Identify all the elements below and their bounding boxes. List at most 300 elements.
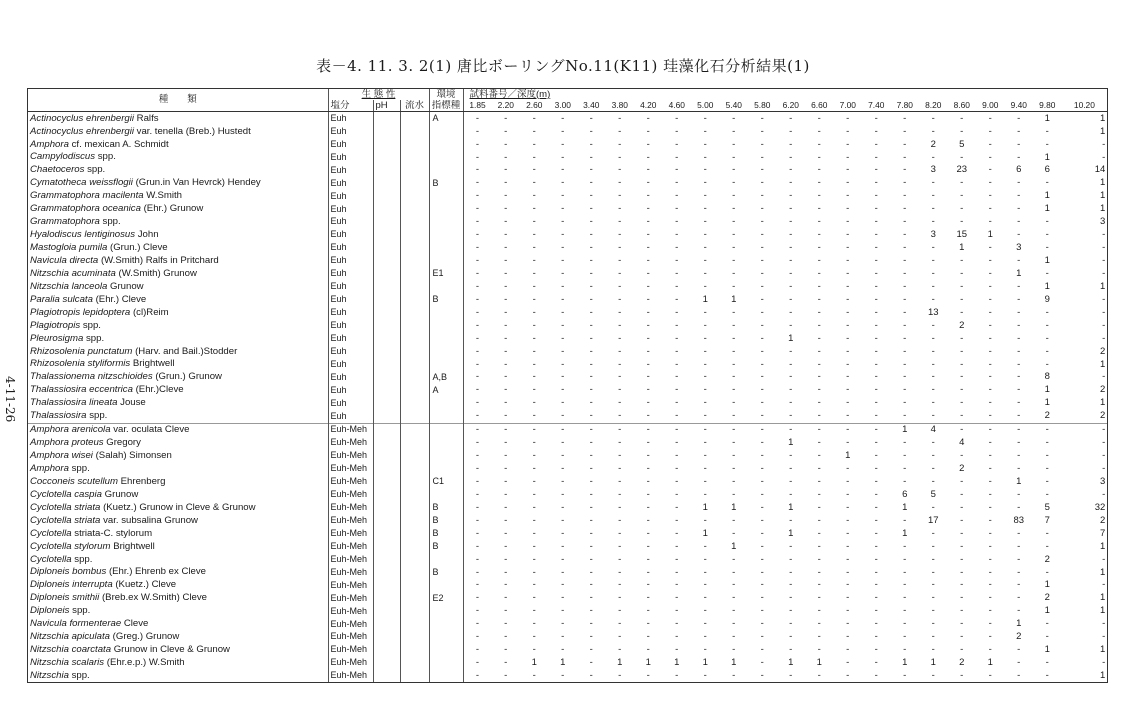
count-cell: - [589,566,593,578]
count-cell: - [931,437,935,449]
count-cell: - [988,463,992,475]
count-cell: 8 [1044,371,1050,383]
flow-cell [400,112,429,125]
salinity-cell: Euh [328,306,373,319]
count-cell: - [703,332,707,344]
flow-cell [400,579,429,592]
env-indicator-cell [429,436,463,449]
species-name [28,462,328,475]
count-cell: - [618,267,622,279]
count-cell: - [618,501,622,513]
count-cell: 13 [927,306,939,318]
count-cell: - [561,644,565,656]
count-cell: - [1017,501,1021,513]
count-cell: - [789,358,793,370]
count-cell: - [703,514,707,526]
count-cell: - [646,605,650,617]
count-cell: - [532,358,536,370]
count-cell: - [988,631,992,643]
count-cell: - [903,397,907,409]
table-row [28,397,1107,410]
count-cell: - [1017,644,1021,656]
ph-cell [373,306,400,319]
count-cell: - [1102,255,1106,267]
flow-cell [400,475,429,488]
count-cell: - [532,319,536,331]
count-cell: - [1102,579,1106,591]
count-cell: - [703,190,707,202]
count-cell: - [874,605,878,617]
count-cell: - [504,280,508,292]
table-row [28,566,1107,579]
count-cell: - [732,229,736,241]
count-cell: - [817,345,821,357]
env-indicator-cell [429,190,463,203]
count-cell: - [703,384,707,396]
flow-cell [400,216,429,229]
count-cell: - [931,112,935,124]
count-cell: - [874,112,878,124]
count-cell: - [931,358,935,370]
count-cell: - [475,280,480,292]
species-binomial: Diploneis interrupta [30,579,113,591]
count-cell: - [805,423,834,436]
species-binomial: Navicula formenterae [30,618,122,630]
species-author: Ehrenberg [120,475,166,487]
count-cell: - [504,125,508,137]
salinity-cell: Euh [328,332,373,345]
count-cell: - [789,242,793,254]
count-cell: - [846,345,850,357]
species-name [28,488,328,501]
flow-cell [400,384,429,397]
count-cell: - [1045,670,1049,682]
species-name [28,384,328,397]
species-binomial: Grammatophora [30,216,100,228]
flow-cell [400,656,429,669]
count-cell: - [589,229,593,241]
count-cell: - [475,501,480,513]
count-cell: - [561,190,565,202]
species-name [28,332,328,345]
count-cell: - [675,540,679,552]
species-author: spp. [102,216,121,228]
count-cell: - [931,332,935,344]
count-cell: - [817,450,821,462]
salinity-cell: Euh [328,410,373,423]
count-cell: - [561,384,565,396]
count-cell: - [960,579,964,591]
count-cell: 1 [731,657,737,669]
salinity-cell: Euh [328,203,373,216]
count-cell: 3 [930,229,936,241]
count-cell: 1 [1099,605,1106,617]
count-cell: - [532,190,536,202]
ph-cell [373,319,400,332]
count-cell: - [874,553,878,565]
flow-cell [400,358,429,371]
salinity-cell: Euh-Meh [328,462,373,475]
count-cell: - [589,657,593,669]
count-cell: - [475,579,480,591]
count-cell: - [732,203,736,215]
count-cell: - [960,670,964,682]
species-author: spp. [87,164,106,176]
count-cell: - [532,605,536,617]
count-cell: - [675,216,679,228]
count-cell: - [988,450,992,462]
count-cell: - [549,423,578,436]
count-cell: - [931,631,935,643]
env-indicator-cell: E2 [429,592,463,605]
ph-cell [373,371,400,384]
count-cell: - [903,255,907,267]
count-cell: - [976,423,1005,436]
ph-cell [373,592,400,605]
count-cell: - [732,164,736,176]
count-cell: - [846,319,850,331]
species-binomial: Nitzschia acuminata [30,267,116,279]
count-cell: - [703,488,707,500]
count-cell: - [1045,527,1049,539]
count-cell: - [732,450,736,462]
count-cell: 14 [1094,164,1106,176]
count-cell: 1 [1099,644,1106,656]
count-cell: - [789,190,793,202]
count-cell: - [760,463,764,475]
count-cell: - [475,618,480,630]
salinity-cell: Euh [328,125,373,138]
table-row [28,553,1107,566]
count-cell: - [874,242,878,254]
count-cell: - [960,151,964,163]
count-cell: - [960,293,964,305]
salinity-cell: Euh [328,228,373,241]
count-cell: - [732,255,736,267]
count-cell: - [504,475,508,487]
salinity-cell: Euh-Meh [328,501,373,514]
salinity-cell: Euh [328,190,373,203]
count-cell: - [1017,151,1021,163]
header-row-top [28,89,1107,100]
count-cell: - [988,501,992,513]
count-cell: - [988,410,992,422]
count-cell: - [475,463,480,475]
count-cell: - [846,501,850,513]
count-cell: - [903,644,907,656]
count-cell: - [988,177,992,189]
count-cell: - [960,631,964,643]
count-cell: - [817,553,821,565]
count-cell: - [988,397,992,409]
count-cell: 17 [927,514,939,526]
salinity-cell: Euh-Meh [328,423,373,436]
count-cell: - [874,540,878,552]
count-cell: - [561,553,565,565]
count-cell: - [760,151,764,163]
count-cell: - [903,151,907,163]
count-cell: 2 [1044,410,1050,422]
count-cell: - [646,345,650,357]
count-cell: - [988,345,992,357]
count-cell: - [561,280,565,292]
flow-cell [400,293,429,306]
species-author: Ralfs [136,112,159,124]
count-cell: - [874,657,878,669]
count-cell: - [903,384,907,396]
count-cell: - [561,631,565,643]
count-cell: 1 [816,657,822,669]
count-cell: - [789,397,793,409]
count-cell: - [646,138,650,150]
count-cell: - [646,631,650,643]
flow-cell [400,177,429,190]
count-cell: - [846,306,850,318]
count-cell: - [988,540,992,552]
count-cell: - [646,229,650,241]
species-binomial: Cocconeis scutellum [30,475,118,487]
count-cell: - [646,203,650,215]
count-cell: - [846,670,850,682]
count-cell: - [903,579,907,591]
count-cell: - [646,566,650,578]
count-cell: - [846,125,850,137]
salinity-cell: Euh-Meh [328,656,373,669]
count-cell: - [903,293,907,305]
count-cell: - [646,437,650,449]
count-cell: - [817,501,821,513]
count-cell: - [1017,203,1021,215]
count-cell: 1 [1016,475,1022,487]
count-cell: - [675,450,679,462]
count-cell: 1 [1099,540,1106,552]
count-cell: - [589,450,593,462]
depth-header: 5.80 [748,100,777,112]
count-cell: - [988,488,992,500]
count-cell: - [789,670,793,682]
count-cell: - [475,138,480,150]
count-cell: - [789,384,793,396]
count-cell: - [532,397,536,409]
diatom-analysis-table [28,89,1107,682]
count-cell: - [874,618,878,630]
count-cell: - [475,566,480,578]
count-cell: - [589,242,593,254]
species-author: spp. [74,553,93,565]
count-cell: - [988,267,992,279]
count-cell: - [874,475,878,487]
count-cell: - [561,306,565,318]
count-cell: - [988,164,992,176]
count-cell: - [988,527,992,539]
salinity-cell: Euh [328,319,373,332]
flow-cell [400,254,429,267]
count-cell: - [760,293,764,305]
count-cell: - [618,527,622,539]
count-cell: - [903,437,907,449]
salinity-cell: Euh [328,112,373,125]
count-cell: - [675,579,679,591]
species-binomial: Hyalodiscus lentiginosus [30,229,136,241]
salinity-cell: Euh [328,345,373,358]
count-cell: - [988,151,992,163]
count-cell: - [1017,125,1021,137]
count-cell: - [475,306,480,318]
count-cell: - [1017,332,1021,344]
env-indicator-cell: A,B [429,371,463,384]
count-cell: - [760,345,764,357]
species-name [28,579,328,592]
env-indicator-cell: B [429,501,463,514]
ph-cell [373,203,400,216]
depth-header: 2.20 [492,100,521,112]
count-cell: - [703,255,707,267]
species-author: var. subsalina Grunow [103,514,198,526]
count-cell: - [846,410,850,422]
count-cell: - [532,437,536,449]
count-cell: - [618,397,622,409]
flow-cell [400,267,429,280]
count-cell: - [703,592,707,604]
count-cell: - [817,475,821,487]
count-cell: - [532,527,536,539]
count-cell: - [532,371,536,383]
count-cell: 2 [959,319,965,331]
ph-cell [373,332,400,345]
count-cell: - [561,371,565,383]
count-cell: - [760,164,764,176]
count-cell: - [618,514,622,526]
count-cell: - [931,579,935,591]
count-cell: - [532,488,536,500]
count-cell: - [960,644,964,656]
count-cell: - [532,579,536,591]
count-cell: - [960,384,964,396]
flow-cell [400,669,429,682]
env-indicator-cell [429,449,463,462]
count-cell: - [504,579,508,591]
table-row [28,475,1107,488]
count-cell: - [789,579,793,591]
species-name [28,643,328,656]
count-cell: - [475,293,480,305]
count-cell: - [703,280,707,292]
depth-header: 8.20 [919,100,948,112]
count-cell: - [846,229,850,241]
count-cell: - [646,280,650,292]
count-cell: - [618,203,622,215]
species-author: spp. [71,462,90,474]
flow-cell [400,553,429,566]
count-cell: - [1017,319,1021,331]
count-cell: - [789,631,793,643]
count-cell: - [760,657,764,669]
count-cell: - [504,540,508,552]
count-cell: 1 [1099,592,1106,604]
species-binomial: Thalassiosira lineata [30,397,118,409]
count-cell: - [1045,229,1049,241]
count-cell: - [703,164,707,176]
count-cell: 1 [560,657,566,669]
count-cell: 1 [702,527,708,539]
count-cell: - [475,190,480,202]
species-name [28,656,328,669]
count-cell: - [931,450,935,462]
table-row [28,293,1107,306]
count-cell: - [561,566,565,578]
env-indicator-cell [429,669,463,682]
count-cell: - [618,488,622,500]
count-cell: 1 [731,501,737,513]
count-cell: - [532,540,536,552]
count-cell: - [760,190,764,202]
count-cell: - [589,397,593,409]
count-cell: - [504,242,508,254]
count-cell: - [760,138,764,150]
count-cell: - [817,229,821,241]
count-cell: - [988,605,992,617]
count-cell: - [504,644,508,656]
count-cell: - [561,501,565,513]
count-cell: 1 [1099,280,1106,292]
count-cell: - [475,397,480,409]
env-indicator-cell: C1 [429,475,463,488]
count-cell: - [504,592,508,604]
count-cell: - [789,410,793,422]
species-binomial: Diploneis bombus [30,566,107,578]
count-cell: - [646,125,650,137]
ph-cell [373,410,400,423]
count-cell: - [1102,306,1106,318]
count-cell: - [475,592,480,604]
species-name [28,138,328,151]
count-cell: - [504,527,508,539]
count-cell: - [760,397,764,409]
species-binomial: Nitzschia lanceola [30,280,108,292]
salinity-cell: Euh-Meh [328,475,373,488]
species-name [28,618,328,631]
table-row [28,643,1107,656]
count-cell: - [646,177,650,189]
species-binomial: Chaetoceros [30,164,85,176]
count-cell: - [988,553,992,565]
count-cell: - [760,410,764,422]
count-cell: - [817,488,821,500]
count-cell: - [903,242,907,254]
count-cell: - [561,332,565,344]
count-cell: - [675,138,679,150]
ph-cell [373,254,400,267]
species-name [28,280,328,293]
ph-cell [373,177,400,190]
count-cell: - [960,190,964,202]
env-indicator-cell: B [429,514,463,527]
count-cell: 1 [1044,203,1050,215]
env-indicator-cell [429,228,463,241]
ecology-header: 生 態 性 [328,89,429,100]
count-cell: 6 [1016,164,1022,176]
env-indicator-cell: B [429,527,463,540]
count-cell: 1 [645,657,651,669]
count-cell: - [760,267,764,279]
count-cell: - [475,475,480,487]
count-cell: - [703,242,707,254]
count-cell: - [561,475,565,487]
salinity-cell: Euh-Meh [328,553,373,566]
count-cell: - [532,216,536,228]
count-cell: - [589,280,593,292]
count-cell: - [589,203,593,215]
